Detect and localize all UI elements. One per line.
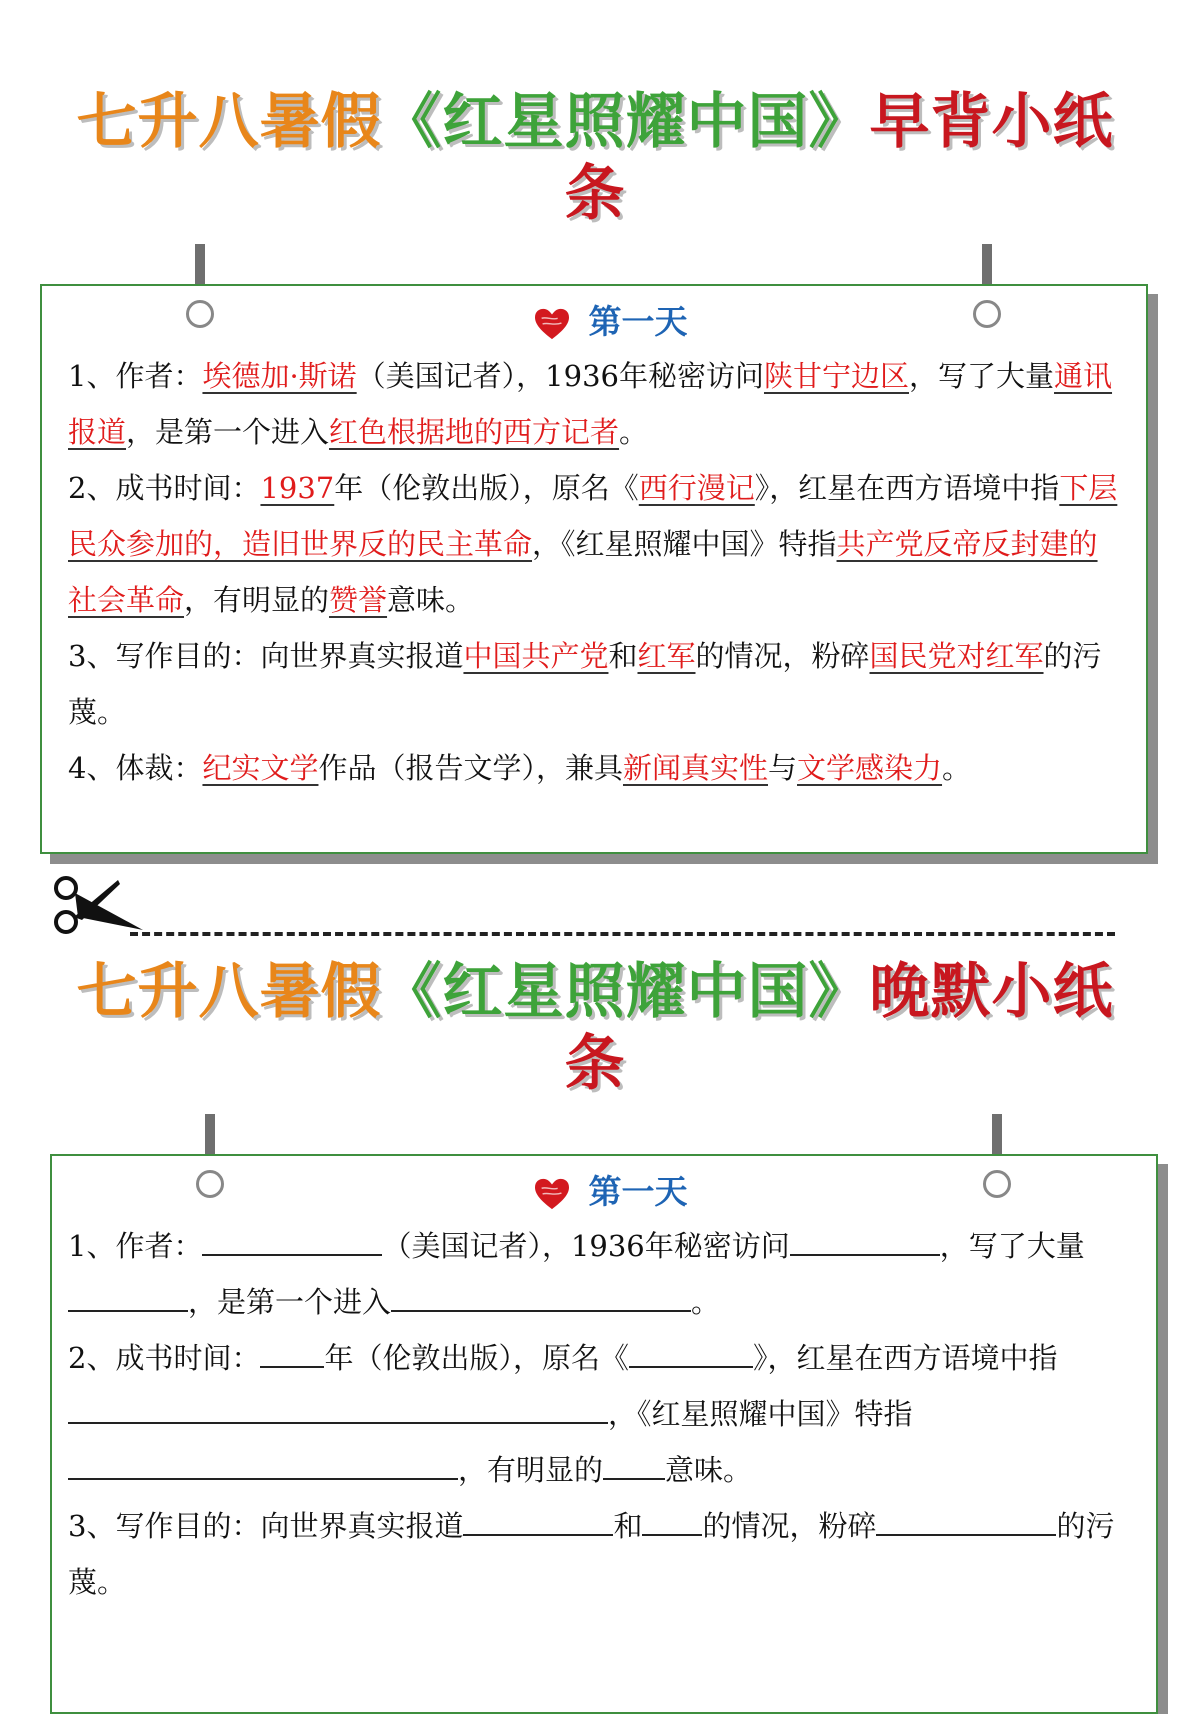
note-text: 作品（报告文学），兼具 [318,751,623,785]
title-part-2: 《红星照耀中国》 [381,87,870,157]
note-text: 。 [942,751,972,785]
note-text: （美国记者），1936年秘密访问 [356,359,764,393]
note-text: 。 [691,1285,721,1319]
note-text: ，写了大量 [909,359,1055,393]
hanger-ring-left [196,1170,224,1198]
title-part-1: 七升八暑假 [76,957,382,1027]
note-text: 2、成书时间： [68,1341,261,1375]
note-text: 3、写作目的：向世界真实报道 [68,639,464,673]
note-text: ，《红星照耀中国》特指 [608,1397,913,1431]
note-item-4 [68,740,1118,796]
note-item-1 [68,1218,1118,1330]
fill-blank [1026,1504,1056,1536]
note-text: 年（伦敦出版），原名《 [334,471,639,505]
answer-text: 文学感染力 [797,751,943,785]
answer-text: 共产党反帝反封建的社会革命 [68,527,1098,617]
note-text: 和 [608,639,638,673]
answer-text: 红军 [637,639,696,673]
note-text: 的污蔑。 [68,639,1102,729]
note-text: 1、作者： [68,1229,203,1263]
note-text: ，是第一个进入 [188,1285,392,1319]
day-label: 第一天 [588,1172,688,1211]
answer-text: 赞誉 [329,583,388,617]
note-text: 2、成书时间： [68,471,261,505]
note-text: 1、作者： [68,359,203,393]
note-text: 4、体裁： [68,751,203,785]
hanger-post-left [205,1114,215,1158]
fill-blank [876,1504,1026,1536]
answer-text: 通讯报道 [68,359,1113,449]
answer-text: 陕甘宁边区 [763,359,909,393]
answer-text: 纪实文学 [202,751,319,785]
hanger-post-right [992,1114,1002,1158]
hanger-ring-right [973,300,1001,328]
top-day-heading [460,296,760,343]
fill-blank [603,1448,665,1480]
bottom-title [60,956,1130,1100]
answer-text: 红色根据地的西方记者 [329,415,620,449]
hanger-post-right [982,244,992,288]
note-text: ，有明显的 [184,583,330,617]
title-part-3: 早背小纸条 [564,87,1114,229]
day-label: 第一天 [588,302,688,341]
note-item-2 [68,1330,1118,1498]
note-text: ，是第一个进入 [126,415,330,449]
note-text: 意味。 [665,1453,753,1487]
fill-blank [260,1336,324,1368]
fill-blank [642,1504,702,1536]
note-text: 》，红星在西方语境中指 [752,1341,1058,1375]
note-text: 与 [768,751,798,785]
answer-text: 下层民众参加的，造旧世界反的民主革命 [68,471,1118,561]
title-part-1: 七升八暑假 [76,87,382,157]
answer-text: 西行漫记 [638,471,755,505]
fill-blank [790,1224,940,1256]
heart-icon [533,1177,571,1211]
fill-blank [463,1504,613,1536]
bottom-day-heading [460,1166,760,1213]
note-text: 意味。 [387,583,475,617]
fill-blank [629,1336,753,1368]
note-text: ，写了大量 [939,1229,1085,1263]
note-item-3 [68,1498,1118,1610]
fill-blank [68,1280,188,1312]
top-content [68,348,1118,796]
answer-text: 国民党对红军 [869,639,1044,673]
note-item-2 [68,460,1118,628]
answer-text: 1937 [260,471,335,505]
answer-text: 新闻真实性 [622,751,768,785]
note-item-1 [68,348,1118,460]
note-text: ，有明显的 [458,1453,604,1487]
note-text: 的情况，粉碎 [695,639,870,673]
note-text: 。 [619,415,649,449]
fill-blank [68,1392,608,1424]
hanger-ring-left [186,300,214,328]
note-item-3 [68,628,1118,740]
note-text: 3、写作目的：向世界真实报道 [68,1509,464,1543]
fill-blank [391,1280,691,1312]
title-part-2: 《红星照耀中国》 [381,957,870,1027]
title-part-3: 晚默小纸条 [564,957,1114,1099]
note-text: 的污蔑。 [68,1509,1115,1599]
answer-text: 埃德加·斯诺 [202,359,357,393]
answer-text: 中国共产党 [463,639,609,673]
note-text: 》，红星在西方语境中指 [754,471,1060,505]
bottom-content [68,1218,1118,1610]
note-text: （美国记者），1936年秘密访问 [382,1229,790,1263]
fill-blank [68,1448,458,1480]
cut-line [130,932,1115,936]
note-text: 和 [613,1509,643,1543]
heart-icon [533,307,571,341]
note-text: ，《红星照耀中国》特指 [532,527,837,561]
top-title [60,86,1130,230]
note-text: 年（伦敦出版），原名《 [324,1341,629,1375]
note-text: 的情况，粉碎 [702,1509,877,1543]
hanger-ring-right [983,1170,1011,1198]
hanger-post-left [195,244,205,288]
fill-blank [202,1224,382,1256]
